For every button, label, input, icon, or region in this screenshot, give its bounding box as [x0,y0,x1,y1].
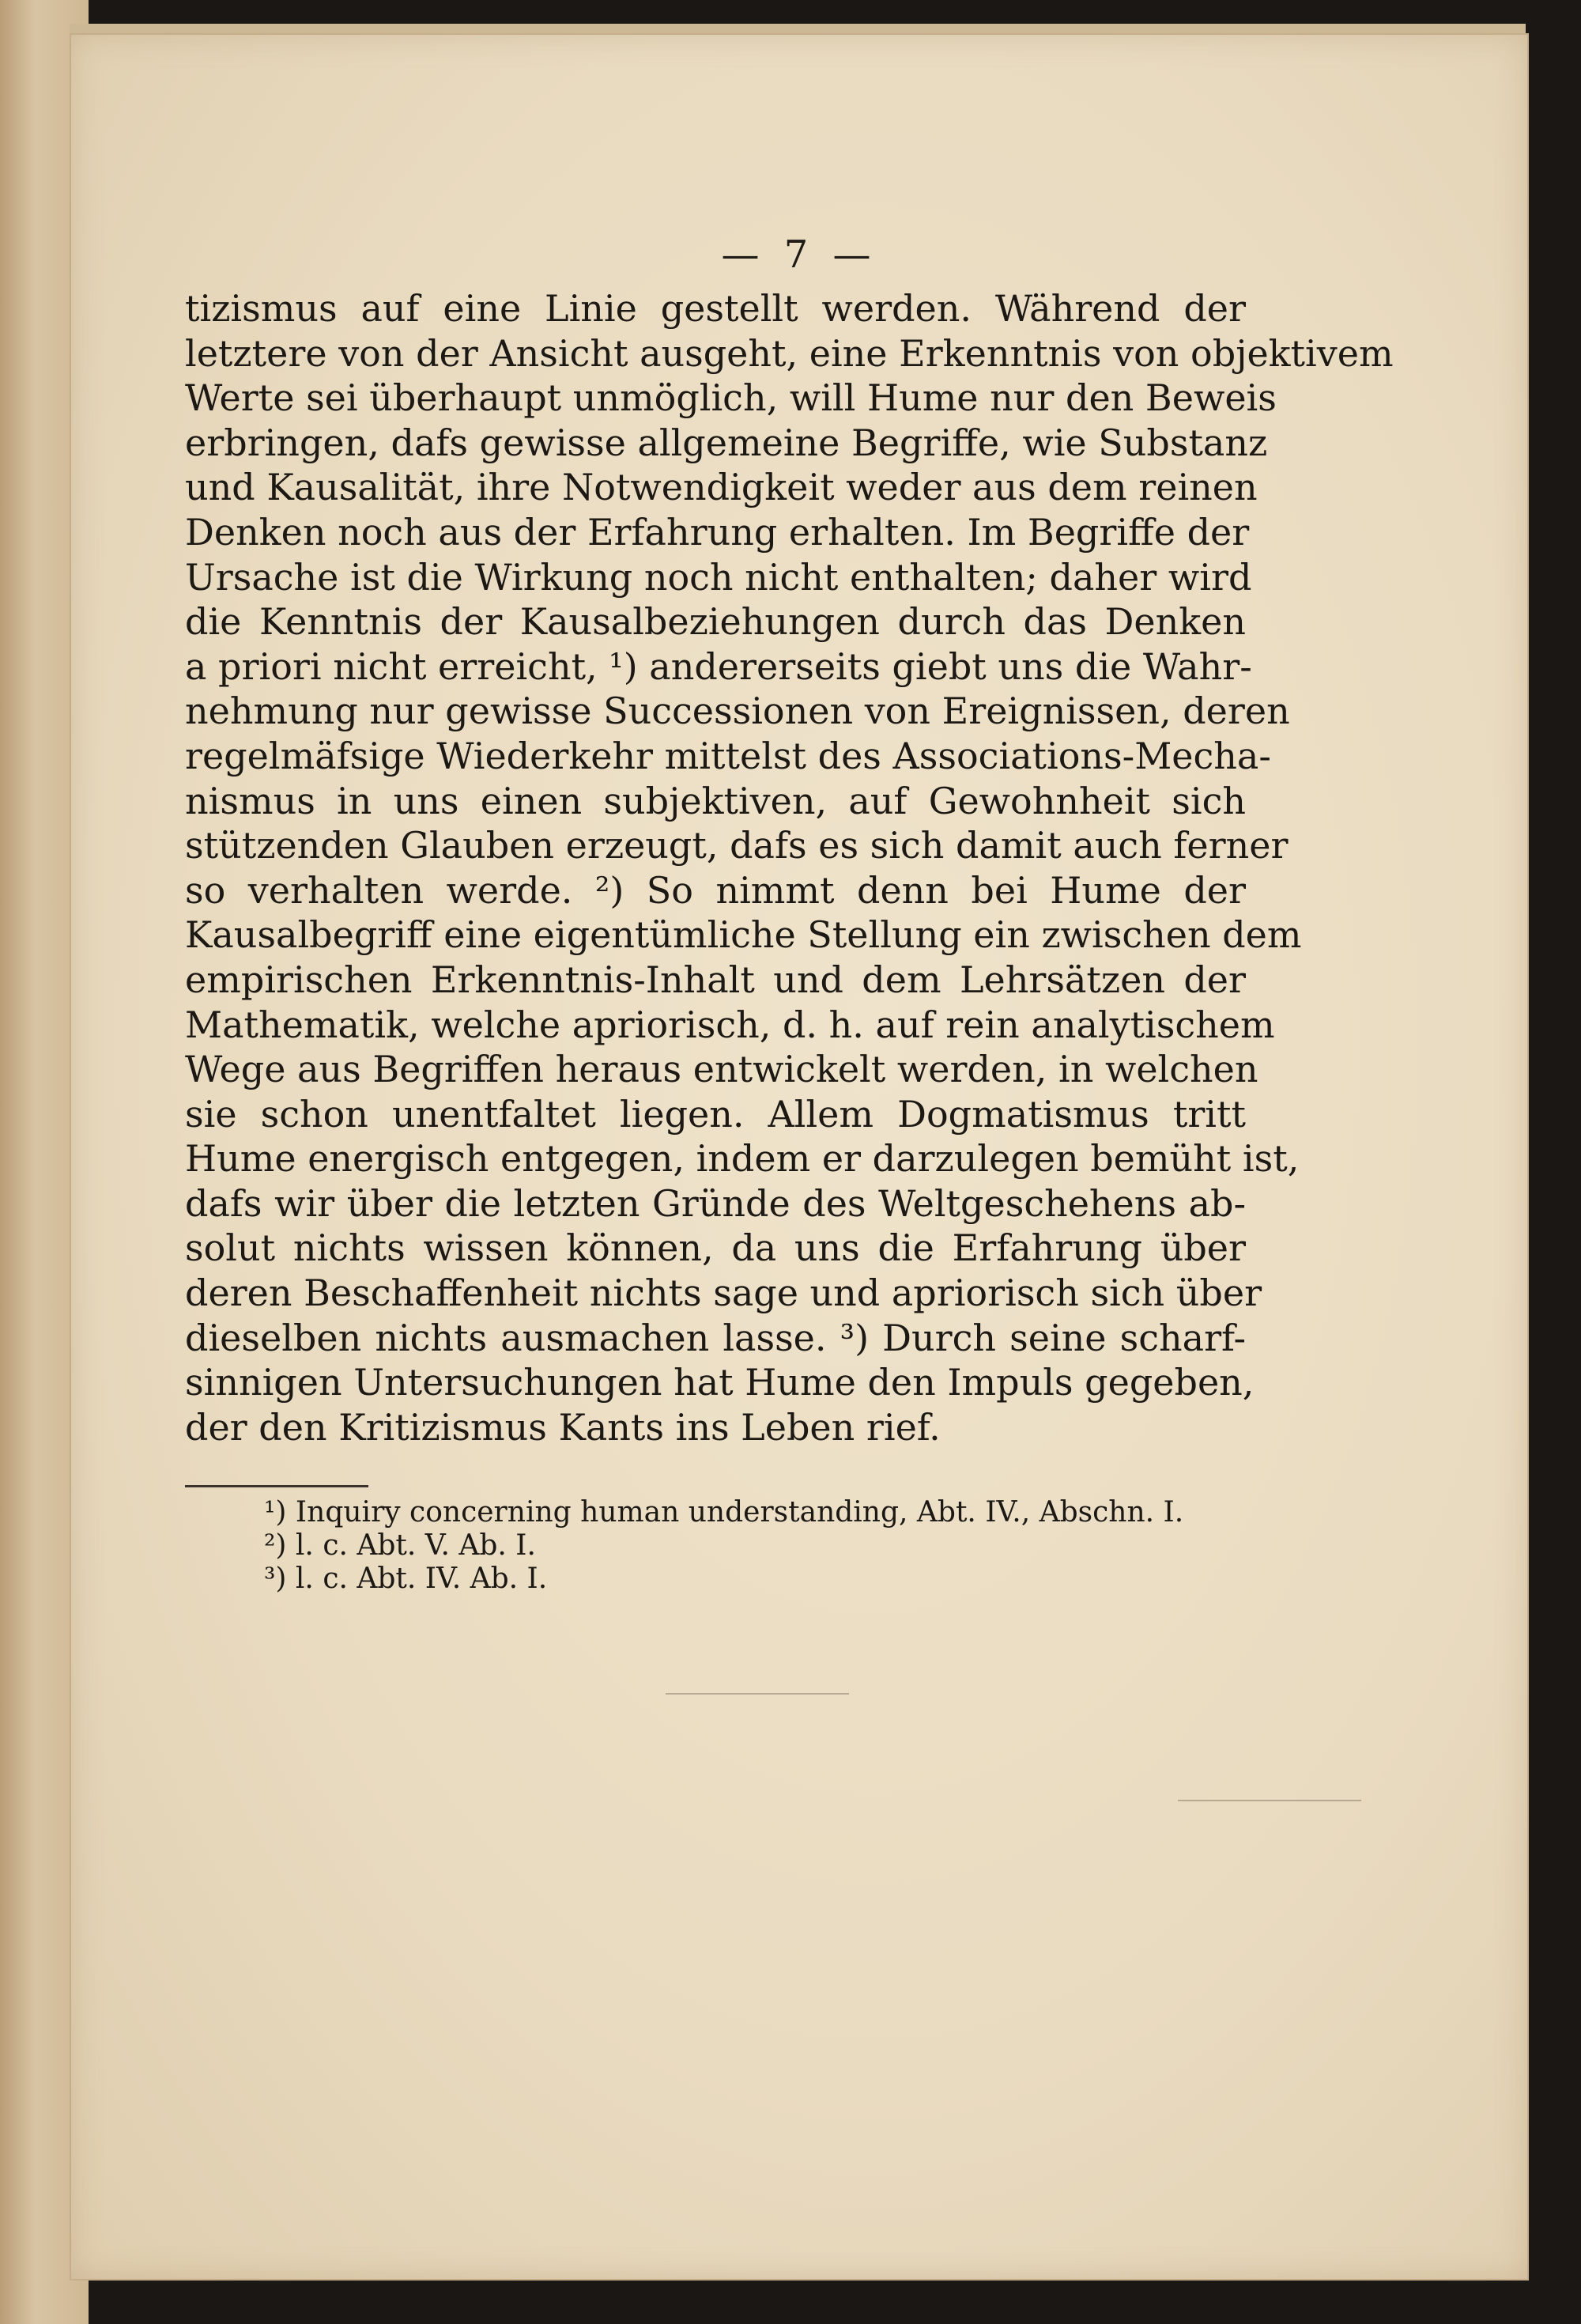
text-line: nismus in uns einen subjektiven, auf Gewohnheit sich [185,779,1246,822]
footnote-2: ²) l. c. Abt. V. Ab. I. [264,1529,536,1562]
text-line: sie schon unentfaltet liegen. Allem Dogmatismus tritt [185,1092,1246,1136]
text-line: Denken noch aus der Erfahrung erhalten. Im Begriffe der [185,510,1250,554]
page-number: — 7 — [721,232,877,277]
text-line: dieselben nichts ausmachen lasse. ³) Durch seine scharf- [185,1316,1246,1359]
footnotes [264,1496,1292,1596]
text-line: nehmung nur gewisse Successionen von Ereignissen, deren [185,690,1290,733]
text-line: und Kausalität, ihre Notwendigkeit weder aus dem reinen [185,466,1258,509]
text-line: Hume energisch entgegen, indem er darzulegen bemüht ist, [185,1137,1300,1181]
text-line: Wege aus Begriffen heraus entwickelt werden, in welchen [185,1048,1258,1091]
bleed-through-rule [666,1693,849,1695]
text-line: tizismus auf eine Linie gestellt werden. Während der [185,287,1246,330]
footnote-separator [185,1485,368,1487]
text-line: Mathematik, welche apriorisch, d. h. auf rein analytischem [185,1003,1275,1046]
body-text [185,286,1394,1449]
footnote-3: ³) l. c. Abt. IV. Ab. I. [264,1563,548,1595]
text-line: regelmäfsige Wiederkehr mittelst des Associations-Mecha- [185,734,1271,777]
bleed-through-rule [1178,1800,1361,1801]
text-line: so verhalten werde. ²) So nimmt denn bei Hume der [185,868,1246,912]
text-line: stützenden Glauben erzeugt, dafs es sich damit auch ferner [185,824,1289,867]
text-line: letztere von der Ansicht ausgeht, eine Erkenntnis von objektivem [185,331,1394,375]
text-line: Werte sei überhaupt unmöglich, will Hume nur den Beweis [185,376,1277,420]
text-line: deren Beschaffenheit nichts sage und apriorisch sich über [185,1272,1262,1315]
text-line: dafs wir über die letzten Gründe des Weltgeschehens ab- [185,1181,1246,1225]
text-line: erbringen, dafs gewisse allgemeine Begriffe, wie Substanz [185,421,1268,464]
text-line: sinnigen Untersuchungen hat Hume den Impuls gegeben, [185,1361,1255,1404]
footnote-1: ¹) Inquiry concerning human understanding, Abt. IV., Abschn. I. [264,1496,1184,1529]
text-line: solut nichts wissen können, da uns die Erfahrung über [185,1226,1246,1270]
text-line: der den Kritizismus Kants ins Leben rief. [185,1405,941,1449]
text-line: Ursache ist die Wirkung noch nicht enthalten; daher wird [185,555,1252,599]
text-line: empirischen Erkenntnis-Inhalt und dem Lehrsätzen der [185,958,1246,1001]
text-line: die Kenntnis der Kausalbeziehungen durch das Denken [185,600,1246,644]
text-line: a priori nicht erreicht, ¹) andererseits giebt uns die Wahr- [185,644,1252,688]
text-line: Kausalbegriff eine eigentümliche Stellung ein zwischen dem [185,913,1302,957]
